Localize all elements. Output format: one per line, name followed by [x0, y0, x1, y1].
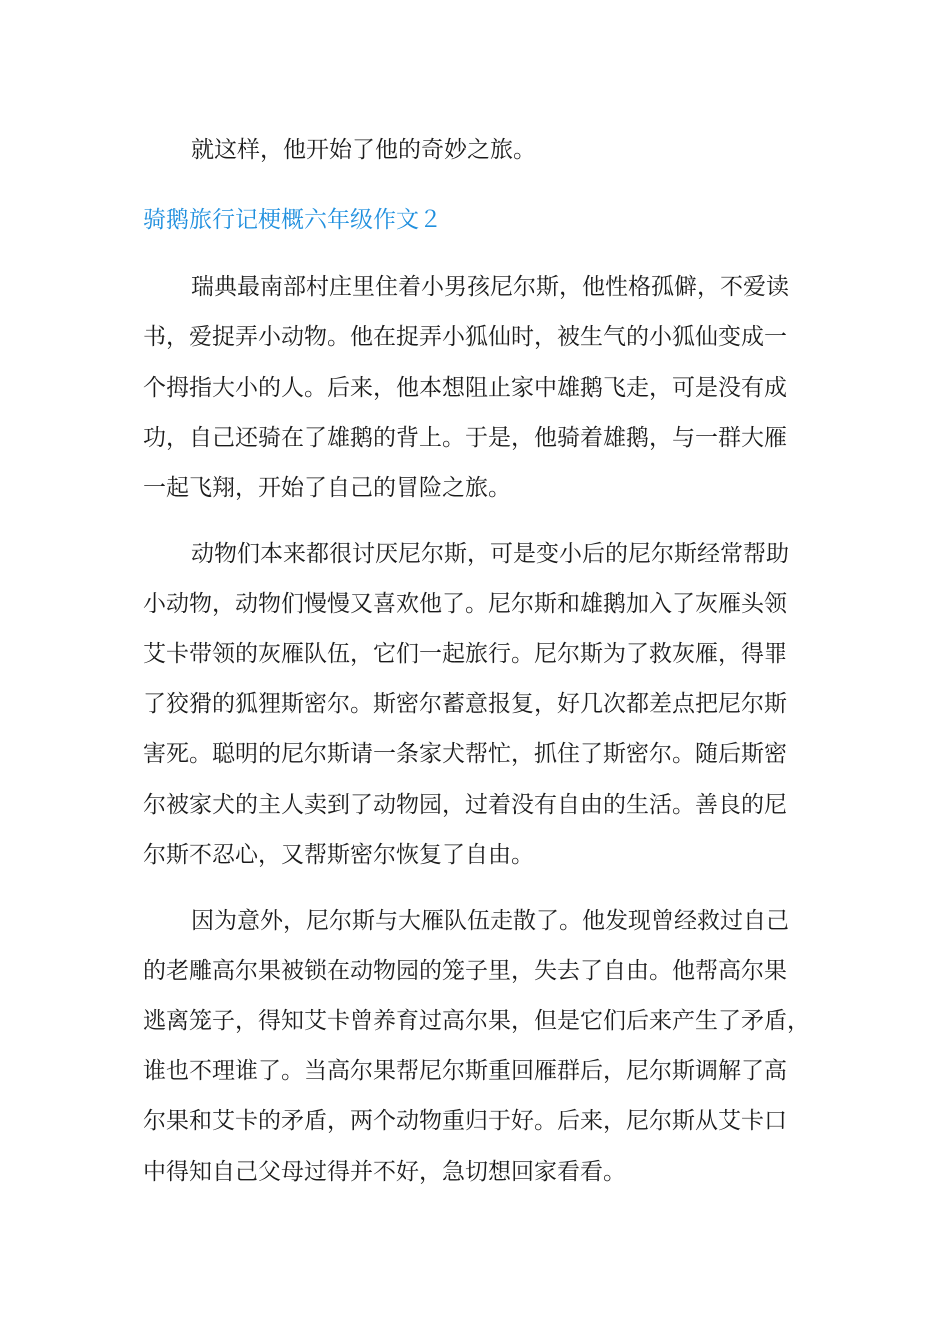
paragraph-2-line-2: 小动物，动物们慢慢又喜欢他了。尼尔斯和雄鹅加入了灰雁头领: [143, 591, 787, 617]
paragraph-2-line-5: 害死。聪明的尼尔斯请一条家犬帮忙，抓住了斯密尔。随后斯密: [143, 741, 787, 767]
paragraph-2-line-6: 尔被家犬的主人卖到了动物园，过着没有自由的生活。善良的尼: [143, 792, 787, 818]
paragraph-2-line-3: 艾卡带领的灰雁队伍，它们一起旅行。尼尔斯为了救灰雁，得罪: [143, 641, 787, 667]
paragraph-3-line-3: 逃离笼子，得知艾卡曾养育过高尔果，但是它们后来产生了矛盾，: [143, 1008, 810, 1034]
section-heading: 骑鹅旅行记梗概六年级作文２: [143, 207, 442, 233]
paragraph-1-line-3: 个拇指大小的人。后来，他本想阻止家中雄鹅飞走，可是没有成: [143, 375, 787, 401]
paragraph-1-line-5: 一起飞翔，开始了自己的冒险之旅。: [143, 475, 511, 501]
paragraph-1-line-2: 书，爱捉弄小动物。他在捉弄小狐仙时，被生气的小狐仙变成一: [143, 324, 787, 350]
paragraph-3-line-5: 尔果和艾卡的矛盾，两个动物重归于好。后来，尼尔斯从艾卡口: [143, 1108, 787, 1134]
paragraph-2-line-1: 动物们本来都很讨厌尼尔斯，可是变小后的尼尔斯经常帮助: [191, 541, 789, 567]
paragraph-3-line-2: 的老雕高尔果被锁在动物园的笼子里，失去了自由。他帮高尔果: [143, 958, 787, 984]
paragraph-2-line-7: 尔斯不忍心，又帮斯密尔恢复了自由。: [143, 842, 534, 868]
paragraph-1-line-1: 瑞典最南部村庄里住着小男孩尼尔斯，他性格孤僻，不爱读: [191, 274, 789, 300]
paragraph-3-line-6: 中得知自己父母过得并不好，急切想回家看看。: [143, 1159, 626, 1185]
paragraph-3-line-1: 因为意外，尼尔斯与大雁队伍走散了。他发现曾经救过自己: [191, 908, 789, 934]
intro-line: 就这样，他开始了他的奇妙之旅。: [191, 137, 536, 163]
paragraph-3-line-4: 谁也不理谁了。当高尔果帮尼尔斯重回雁群后，尼尔斯调解了高: [143, 1058, 787, 1084]
paragraph-1-line-4: 功，自己还骑在了雄鹅的背上。于是，他骑着雄鹅，与一群大雁: [143, 425, 787, 451]
paragraph-2-line-4: 了狡猾的狐狸斯密尔。斯密尔蓄意报复，好几次都差点把尼尔斯: [143, 691, 787, 717]
